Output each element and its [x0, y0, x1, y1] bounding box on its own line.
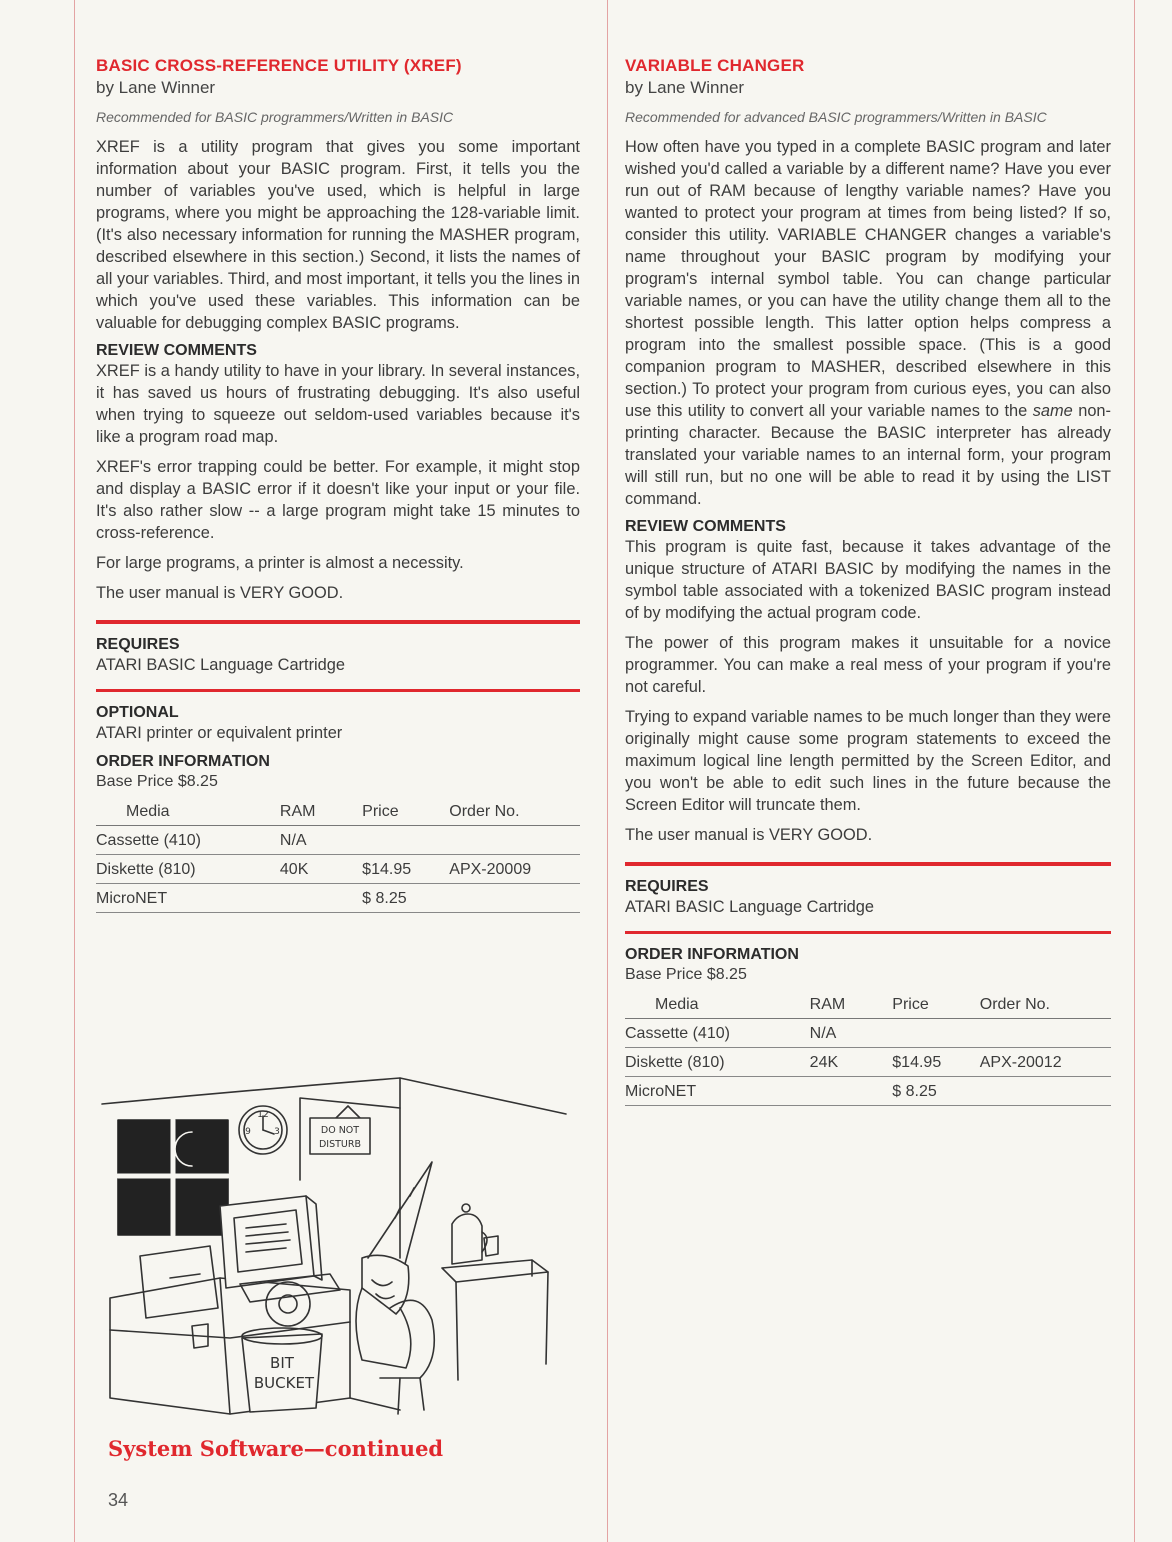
review-heading: REVIEW COMMENTS	[625, 518, 786, 536]
bit-bucket	[242, 1328, 322, 1412]
order-info-label: ORDER INFORMATION	[96, 753, 270, 771]
column-header-order-no: Order No.	[980, 990, 1111, 1019]
requires-label: REQUIRES	[625, 878, 709, 896]
cell-media: Diskette (810)	[96, 855, 280, 884]
description-emphasis: same	[1032, 402, 1073, 421]
night-window	[118, 1120, 228, 1235]
sign-text-line1: DO NOT	[320, 1125, 360, 1136]
column-header-media: Media	[96, 797, 280, 826]
cell-media: MicroNET	[96, 884, 280, 913]
svg-text:12: 12	[257, 1110, 269, 1120]
requires-text: ATARI BASIC Language Cartridge	[625, 898, 875, 917]
cell-ram: 40K	[280, 855, 362, 884]
review-paragraph: The power of this program makes it unsuitable for a novice programmer. You can make a real mess of your program if you're not careful.	[625, 634, 1111, 697]
table-row	[625, 1048, 1111, 1077]
optional-label: OPTIONAL	[96, 704, 179, 722]
cell-order-no	[980, 1077, 1111, 1106]
bucket-text-line2: BUCKET	[253, 1374, 315, 1392]
table-row	[96, 855, 580, 884]
section-footer: System Software—continued	[108, 1436, 444, 1461]
description-part: non-printing character. Because the BASIC interpreter has already translated your variable names to an internal form, your program will still run, but no one will be able to read it by using the LIST command.	[625, 402, 1112, 509]
cell-order-no	[980, 1019, 1111, 1048]
bucket-text-line1: BIT	[270, 1354, 294, 1372]
left-margin-rule	[74, 0, 75, 1542]
review-paragraph: The user manual is VERY GOOD.	[96, 584, 344, 603]
review-paragraph: The user manual is VERY GOOD.	[625, 826, 873, 845]
cell-ram: N/A	[810, 1019, 893, 1048]
article-byline: by Lane Winner	[96, 78, 216, 97]
section-divider	[625, 931, 1111, 934]
computer-monitor	[220, 1196, 322, 1288]
review-paragraph: Trying to expand variable names to be much longer than they were originally might cause some program statements to exceed the maximum logical line length permitted by the Screen Editor, and you won't be able to edit such lines in the future because the Screen Editor will truncate them.	[625, 708, 1111, 815]
page-number: 34	[108, 1490, 129, 1510]
order-table-header	[96, 797, 580, 826]
do-not-disturb-sign	[310, 1106, 370, 1154]
section-divider	[96, 620, 580, 624]
table-row	[625, 1077, 1111, 1106]
review-paragraph: This program is quite fast, because it takes advantage of the unique structure of ATARI BASIC by modifying the names in the symbol table associated with a tokenized BASIC program instead of by modifying the actual program code.	[625, 538, 1111, 623]
review-heading: REVIEW COMMENTS	[96, 342, 257, 360]
requires-text: ATARI BASIC Language Cartridge	[96, 656, 346, 675]
clock-icon	[239, 1106, 287, 1154]
cell-media: MicroNET	[625, 1077, 810, 1106]
order-table	[625, 990, 1111, 1106]
description-part: How often have you typed in a complete BASIC program and later wished you'd called a variable by a different name? Have you ever run out of RAM because of lengthy variable names? Have you wanted to protect your program at times from being listed? If so, consider this utility. VARIABLE CHANGER changes a variable's name throughout your BASIC program by modifying your program's internal symbol table. You can change particular variable names, or you can have the utility change them all to the shortest possible length. This latter option helps compress a program into the smallest possible space. (This is a good companion program to MASHER, described elsewhere in this section.) To protect your program from curious eyes, you can also use this utility to convert all your variable names to the	[625, 138, 1111, 421]
recommendation-line: Recommended for BASIC programmers/Written in BASIC	[96, 109, 454, 125]
column-header-ram: RAM	[280, 797, 362, 826]
column-header-ram: RAM	[810, 990, 893, 1019]
order-table-header	[625, 990, 1111, 1019]
article-description: XREF is a utility program that gives you some important information about your BASIC program. First, it tells you the number of variables you've used, which is helpful in large programs, where you might be approaching the 128-variable limit. (It's also necessary information for running the MASHER program, described elsewhere in this section.) Second, it lists the names of all your variables. Third, and most important, it tells you the lines in which you've used these variables. This information can be valuable for debugging complex BASIC programs.	[96, 138, 580, 333]
requires-label: REQUIRES	[96, 636, 180, 654]
cell-order-no: APX-20009	[449, 855, 580, 884]
cell-order-no: APX-20012	[980, 1048, 1111, 1077]
center-rule	[607, 0, 608, 1542]
svg-text:3: 3	[274, 1127, 280, 1137]
column-header-price: Price	[362, 797, 449, 826]
right-margin-rule	[1134, 0, 1135, 1542]
teapot-icon	[452, 1204, 487, 1264]
article-description	[625, 136, 1111, 510]
sign-text-line2: DISTURB	[318, 1139, 362, 1150]
cell-ram	[810, 1077, 893, 1106]
cell-price	[892, 1019, 979, 1048]
cell-price: $14.95	[362, 855, 449, 884]
left-column	[96, 56, 580, 913]
review-paragraph: XREF is a handy utility to have in your library. In several instances, it has saved us hours of frustrating debugging. It's also useful when trying to squeeze out seldom-used variables because it's like a program road map.	[96, 362, 580, 447]
column-header-price: Price	[892, 990, 979, 1019]
column-header-media: Media	[625, 990, 810, 1019]
right-column	[625, 56, 1111, 1106]
wizard-cartoon-illustration	[100, 1068, 570, 1420]
recommendation-line: Recommended for advanced BASIC programmers/Written in BASIC	[625, 109, 1047, 125]
section-divider	[96, 689, 580, 692]
article-title: BASIC CROSS-REFERENCE UTILITY (XREF)	[96, 56, 462, 75]
cell-order-no	[449, 884, 580, 913]
column-header-order-no: Order No.	[449, 797, 580, 826]
order-table	[96, 797, 580, 913]
tape-reel-icon	[266, 1282, 310, 1326]
cell-ram: 24K	[810, 1048, 893, 1077]
article-byline: by Lane Winner	[625, 78, 745, 97]
optional-text: ATARI printer or equivalent printer	[96, 724, 343, 743]
review-paragraph: For large programs, a printer is almost a necessity.	[96, 554, 464, 573]
cell-ram: N/A	[280, 826, 362, 855]
review-paragraph: XREF's error trapping could be better. For example, it might stop and display a BASIC error if it doesn't like your input or your file. It's also rather slow -- a large program might take 15 minutes to cross-reference.	[96, 458, 580, 543]
base-price: Base Price $8.25	[625, 966, 747, 984]
section-divider	[625, 862, 1111, 866]
base-price: Base Price $8.25	[96, 773, 218, 791]
order-info-label: ORDER INFORMATION	[625, 946, 799, 964]
table-row	[625, 1019, 1111, 1048]
cell-price: $ 8.25	[892, 1077, 979, 1106]
cell-price: $14.95	[892, 1048, 979, 1077]
table-row	[96, 826, 580, 855]
table-row	[96, 884, 580, 913]
svg-text:9: 9	[245, 1127, 251, 1137]
cell-media: Cassette (410)	[96, 826, 280, 855]
cell-ram	[280, 884, 362, 913]
cell-price	[362, 826, 449, 855]
cell-price: $ 8.25	[362, 884, 449, 913]
cell-media: Diskette (810)	[625, 1048, 810, 1077]
article-title: VARIABLE CHANGER	[625, 56, 805, 75]
cell-order-no	[449, 826, 580, 855]
cell-media: Cassette (410)	[625, 1019, 810, 1048]
